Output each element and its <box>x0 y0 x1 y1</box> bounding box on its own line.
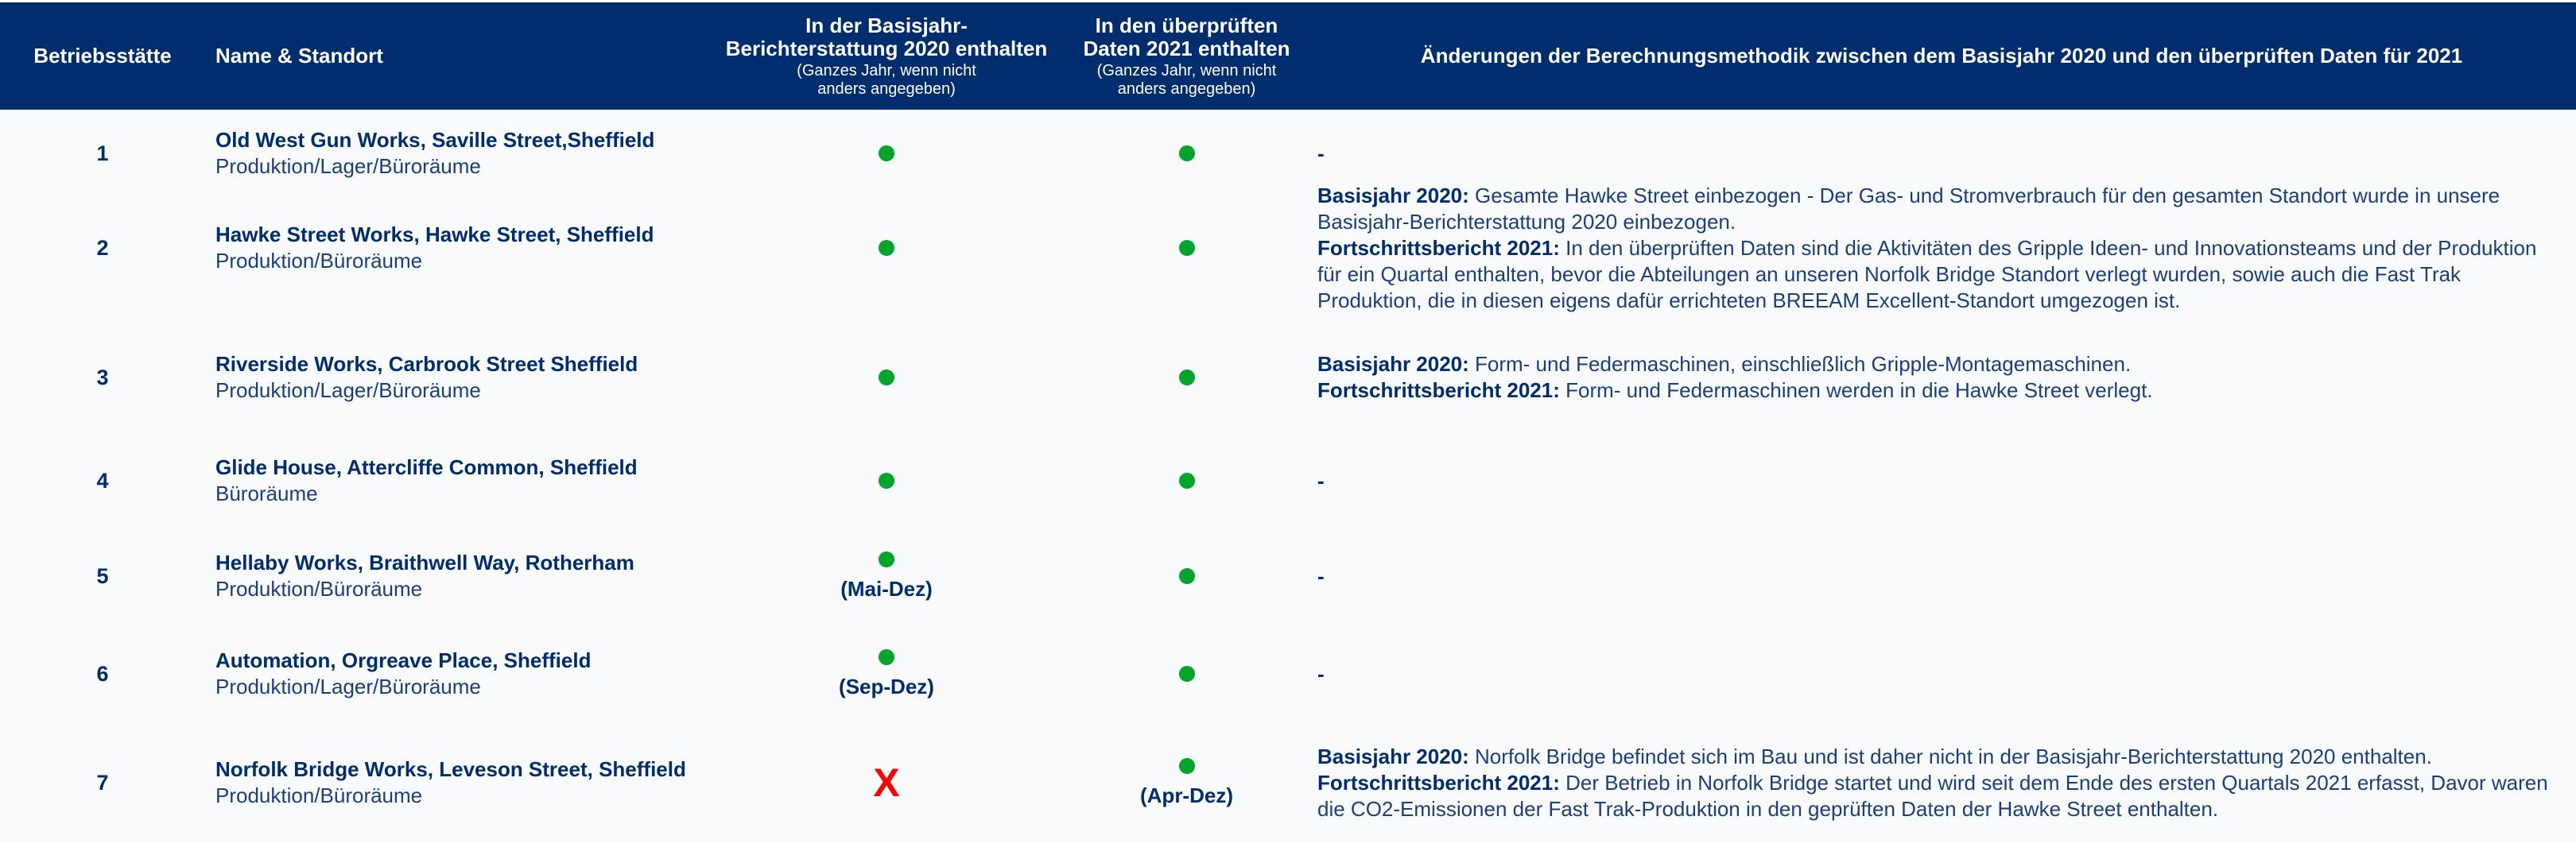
site-name-location <box>215 110 708 197</box>
methodology-changes <box>1317 532 2558 621</box>
no-change-dash: - <box>1317 563 1325 588</box>
green-dot-icon <box>879 649 894 665</box>
site-number: 5 <box>96 563 109 588</box>
methodology-changes <box>1317 723 2558 842</box>
methodology-changes <box>1317 629 2558 718</box>
green-dot-icon <box>1179 369 1195 385</box>
base-year-status <box>712 185 1061 311</box>
base-year-status <box>712 334 1061 421</box>
base-year-status <box>712 532 1061 621</box>
header-base-sub: (Ganzes Jahr, wenn nicht anders angegeben) <box>797 61 976 98</box>
green-dot-icon <box>1179 473 1195 489</box>
base-year-status <box>712 723 1061 842</box>
base-period: (Sep-Dez) <box>839 675 934 698</box>
change-label: Basisjahr 2020: <box>1317 352 1469 376</box>
table-row <box>0 185 2576 311</box>
site-name-location <box>215 334 708 421</box>
change-text: In den überprüften Daten sind die Aktivitäten des Gripple Ideen- und Innovationsteams und der Produktion für ein Quartal enthalten, bevor die Abteilungen an unseren Norfolk Bridge Standort verlegt wurden, sowie auch die Fast Trak Produktion, die in diesen eigens dafür errichteten BREEAM Excellent-Standort umgezogen ist. <box>1317 235 2537 312</box>
change-text: Der Betrieb in Norfolk Bridge startet und wird seit dem Ende des ersten Quartals 2021 erfasst, Davor waren die CO2-Emissionen der Fast Trak-Produktion in den geprüften Daten der Hawke Street enthalten. <box>1317 770 2548 821</box>
site-name-location <box>215 185 708 311</box>
site-name: Norfolk Bridge Works, Leveson Street, Sheffield <box>215 757 686 781</box>
table-body <box>0 110 2576 842</box>
reviewed-2021-status <box>1061 532 1312 621</box>
change-text: Norfolk Bridge befindet sich im Bau und ist daher nicht in der Basisjahr-Berichterstattung 2020 enthalten. <box>1468 744 2432 768</box>
header-reviewed <box>1061 2 1312 110</box>
header-base-main: In der Basisjahr-Berichterstattung 2020 enthalten <box>725 13 1048 60</box>
base-period: (Mai-Dez) <box>840 577 933 601</box>
base-year-status <box>712 629 1061 718</box>
table-header <box>0 2 2576 110</box>
site-number: 6 <box>96 661 109 686</box>
reviewed-2021-status <box>1061 723 1312 842</box>
red-x-icon: X <box>873 760 900 805</box>
header-change-label: Änderungen der Berechnungsmethodik zwischen dem Basisjahr 2020 und den überprüften Daten für 2021 <box>1420 44 2463 68</box>
change-label: Basisjahr 2020: <box>1317 744 1469 768</box>
header-site <box>0 2 205 110</box>
header-changes <box>1317 2 2566 110</box>
green-dot-icon <box>1179 145 1195 161</box>
reviewed-2021-status <box>1061 629 1312 718</box>
change-paragraph <box>1317 744 2558 770</box>
site-name: Hellaby Works, Braithwell Way, Rotherham <box>215 551 634 575</box>
green-dot-icon <box>1179 758 1195 774</box>
site-type: Produktion/Lager/Büroräume <box>215 675 481 698</box>
base-year-status <box>712 110 1061 197</box>
site-number: 1 <box>96 141 109 165</box>
site-name: Hawke Street Works, Hawke Street, Sheffield <box>215 222 654 246</box>
green-dot-icon <box>879 240 894 256</box>
change-text: Form- und Federmaschinen, einschließlich Gripple-Montagemaschinen. <box>1468 352 2132 376</box>
site-name-location <box>215 532 708 621</box>
site-type: Produktion/Büroräume <box>215 783 423 807</box>
green-dot-icon <box>1179 568 1195 584</box>
reviewed-2021-status <box>1061 185 1312 311</box>
header-rev-sub: (Ganzes Jahr, wenn nicht anders angegeben) <box>1096 61 1277 98</box>
site-name: Old West Gun Works, Saville Street,Sheffield <box>215 128 655 152</box>
table-row <box>0 723 2576 842</box>
reviewed-2021-status <box>1061 437 1312 524</box>
no-change-dash: - <box>1317 661 1325 686</box>
change-paragraph <box>1317 351 2558 377</box>
header-site-label: Betriebsstätte <box>33 44 172 68</box>
site-number: 3 <box>96 365 109 389</box>
change-paragraph <box>1317 770 2558 822</box>
site-type: Büroräume <box>215 482 318 505</box>
change-paragraph <box>1317 183 2558 235</box>
site-type: Produktion/Büroräume <box>215 577 423 601</box>
green-dot-icon <box>1179 666 1195 682</box>
table-row <box>0 629 2576 718</box>
site-type: Produktion/Büroräume <box>215 249 423 273</box>
change-text: Gesamte Hawke Street einbezogen - Der Gas- und Stromverbrauch für den gesamten Standort wurde in unsere Basisjahr-Berichterstattung 2020 einbezogen. <box>1317 183 2500 234</box>
reviewed-2021-status <box>1061 110 1312 197</box>
green-dot-icon <box>879 369 894 385</box>
green-dot-icon <box>879 473 894 489</box>
table-row <box>0 437 2576 524</box>
change-label: Fortschrittsbericht 2021: <box>1317 770 1560 795</box>
methodology-changes <box>1317 437 2558 524</box>
change-label: Basisjahr 2020: <box>1317 183 1469 207</box>
site-name-location <box>215 629 708 718</box>
header-name <box>215 2 692 110</box>
no-change-dash: - <box>1317 141 1325 165</box>
rev-period: (Apr-Dez) <box>1140 783 1233 807</box>
sites-table <box>0 2 2576 842</box>
site-name: Glide House, Attercliffe Common, Sheffield <box>215 455 638 479</box>
table-row <box>0 532 2576 621</box>
site-number: 7 <box>96 770 109 795</box>
site-number: 2 <box>96 235 109 260</box>
table-row <box>0 334 2576 421</box>
site-name-location <box>215 723 708 842</box>
green-dot-icon <box>879 145 894 161</box>
methodology-changes <box>1317 334 2558 421</box>
reviewed-2021-status <box>1061 334 1312 421</box>
site-type: Produktion/Lager/Büroräume <box>215 378 481 402</box>
change-label: Fortschrittsbericht 2021: <box>1317 378 1560 402</box>
site-number: 4 <box>96 468 109 493</box>
change-paragraph <box>1317 235 2558 314</box>
methodology-changes <box>1317 185 2558 311</box>
green-dot-icon <box>879 551 894 567</box>
change-paragraph <box>1317 377 2558 404</box>
site-name: Automation, Orgreave Place, Sheffield <box>215 648 592 672</box>
base-year-status <box>712 437 1061 524</box>
site-type: Produktion/Lager/Büroräume <box>215 154 481 178</box>
change-label: Fortschrittsbericht 2021: <box>1317 235 1560 260</box>
header-rev-main: In den überprüften Daten 2021 enthalten <box>1083 13 1290 60</box>
change-text: Form- und Federmaschinen werden in die Hawke Street verlegt. <box>1559 378 2153 402</box>
green-dot-icon <box>1179 240 1195 256</box>
no-change-dash: - <box>1317 468 1325 493</box>
site-name-location <box>215 437 708 524</box>
header-name-label: Name & Standort <box>215 44 383 68</box>
header-base-year <box>712 2 1061 110</box>
site-name: Riverside Works, Carbrook Street Sheffield <box>215 352 638 376</box>
